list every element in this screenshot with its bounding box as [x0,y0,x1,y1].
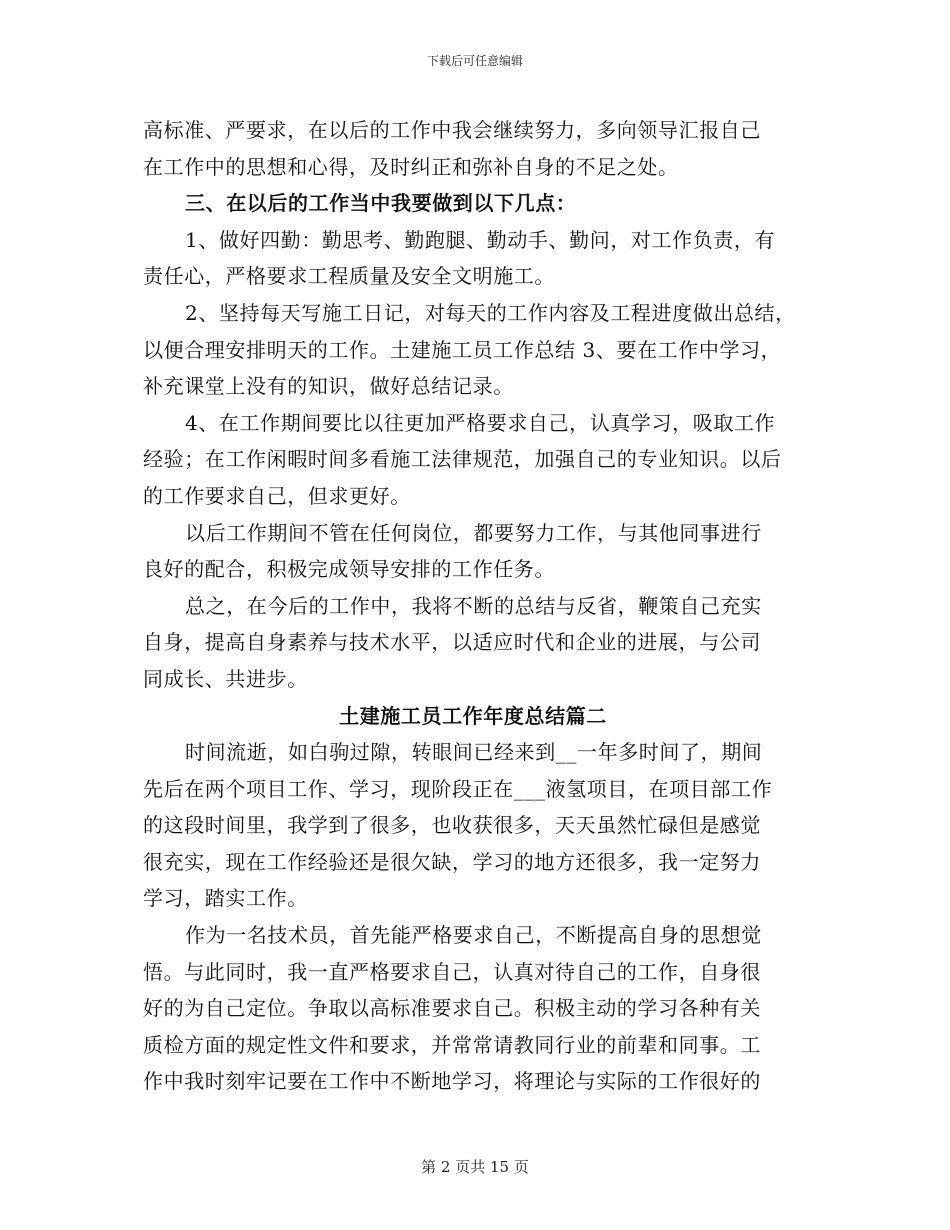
text-line: 很充实，现在工作经验还是很欠缺，学习的地方还很多，我一定努力 [143,849,761,874]
text-line: 自身，提高自身素养与技术水平，以适应时代和企业的进展，与公司 [143,630,761,655]
text-line: 总之，在今后的工作中，我将不断的总结与反省，鞭策自己充实 [185,593,762,618]
text-line: 以便合理安排明天的工作。土建施工员工作总结 3、要在工作中学习， [143,337,782,362]
text-line: 4、在工作期间要比以往更加严格要求自己，认真学习，吸取工作 [185,410,776,435]
document-body [143,112,803,1100]
section-heading: 土建施工员工作年度总结篇二 [339,703,607,728]
page-footer: 第 2 页共 15 页 [421,1158,529,1176]
text-line: 好的为自己定位。争取以高标准要求自己。积极主动的学习各种有关 [143,996,761,1021]
text-line: 作为一名技术员，首先能严格要求自己，不断提高自身的思想觉 [185,923,762,948]
text-line: 悟。与此同时，我一直严格要求自己，认真对待自己的工作，自身很 [143,959,761,984]
text-line: 补充课堂上没有的知识，做好总结记录。 [143,374,514,399]
text-line: 良好的配合，积极完成领导安排的工作任务。 [143,557,555,582]
text-line: 1、做好四勤：勤思考、勤跑腿、勤动手、勤问，对工作负责，有 [185,227,776,252]
text-line: 先后在两个项目工作、学习，现阶段正在___液氢项目，在项目部工作 [143,776,773,801]
text-line: 学习，踏实工作。 [143,886,308,911]
text-line: 经验；在工作闲暇时间多看施工法律规范，加强自己的专业知识。以后 [143,447,782,472]
text-line: 责任心，严格要求工程质量及安全文明施工。 [143,264,555,289]
text-line: 以后工作期间不管在任何岗位，都要努力工作，与其他同事进行 [185,520,762,545]
text-line: 2、坚持每天写施工日记，对每天的工作内容及工程进度做出总结， [185,300,796,325]
text-line: 高标准、严要求，在以后的工作中我会继续努力，多向领导汇报自己 [143,118,761,142]
text-line: 质检方面的规定性文件和要求，并常常请教同行业的前辈和同事。工 [143,1032,761,1057]
text-line: 的这段时间里，我学到了很多，也收获很多，天天虽然忙碌但是感觉 [143,813,761,838]
text-line: 同成长、共进步。 [143,666,308,691]
text-line: 作中我时刻牢记要在工作中不断地学习，将理论与实际的工作很好的 [143,1069,761,1094]
text-line: 的工作要求自己，但求更好。 [143,483,411,508]
page-header: 下载后可任意编辑 [426,54,523,68]
text-line: 时间流逝，如白驹过隙，转眼间已经来到__一年多时间了，期间 [185,740,763,765]
text-line: 在工作中的思想和心得，及时纠正和弥补自身的不足之处。 [143,154,679,179]
subheading-line: 三、在以后的工作当中我要做到以下几点： [185,191,577,216]
